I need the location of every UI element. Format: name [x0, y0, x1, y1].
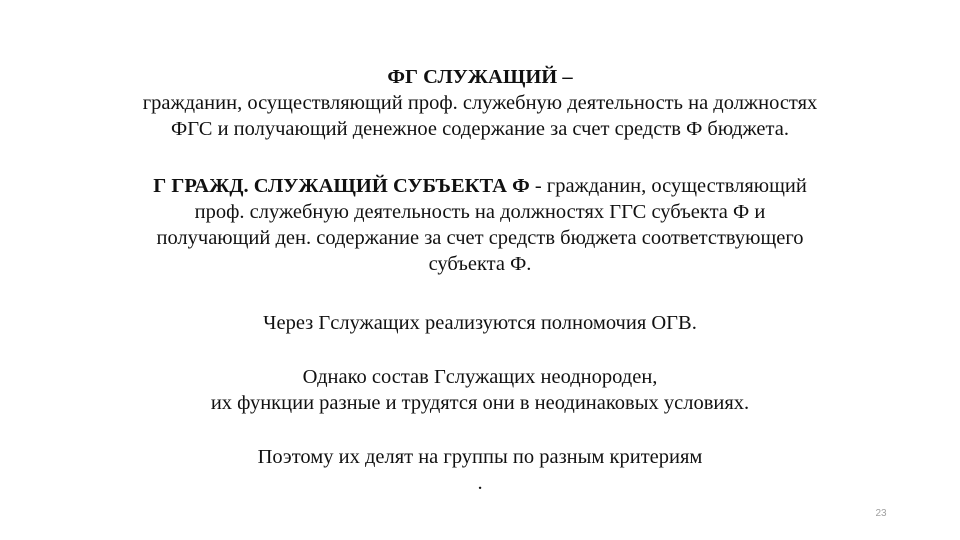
- definition-line: ФГС и получающий денежное содержание за счет средств Ф бюджета.: [171, 118, 789, 140]
- definition-line: гражданин, осуществляющий проф. служебную деятельность на должностях: [142, 92, 818, 114]
- heterogeneity-statement: [40, 364, 920, 416]
- page-number: 23: [875, 508, 887, 519]
- powers-statement: Через Гслужащих реализуются полномочия ОГВ.: [263, 312, 697, 334]
- subject-servant-term: Г ГРАЖД. СЛУЖАЩИЙ СУБЪЕКТА Ф: [153, 175, 530, 197]
- statement-line: их функции разные и трудятся они в неодинаковых условиях.: [210, 392, 750, 414]
- fg-servant-title: ФГ СЛУЖАЩИЙ –: [387, 66, 573, 88]
- statement-line: Однако состав Гслужащих неоднороден,: [302, 366, 658, 388]
- statement-line: .: [477, 472, 483, 494]
- fg-servant-definition: [40, 90, 920, 142]
- definition-line: проф. служебную деятельность на должностях ГГС субъекта Ф и: [194, 201, 766, 223]
- definition-line: субъекта Ф.: [428, 253, 532, 275]
- definition-line: получающий ден. содержание за счет средств бюджета соответствующего: [156, 227, 804, 249]
- subject-servant-definition: [40, 173, 920, 277]
- groups-statement: [40, 444, 920, 496]
- definition-text: - гражданин, осуществляющий: [529, 175, 807, 197]
- definition-line: [40, 173, 920, 199]
- statement-line: Поэтому их делят на группы по разным критериям: [257, 446, 703, 468]
